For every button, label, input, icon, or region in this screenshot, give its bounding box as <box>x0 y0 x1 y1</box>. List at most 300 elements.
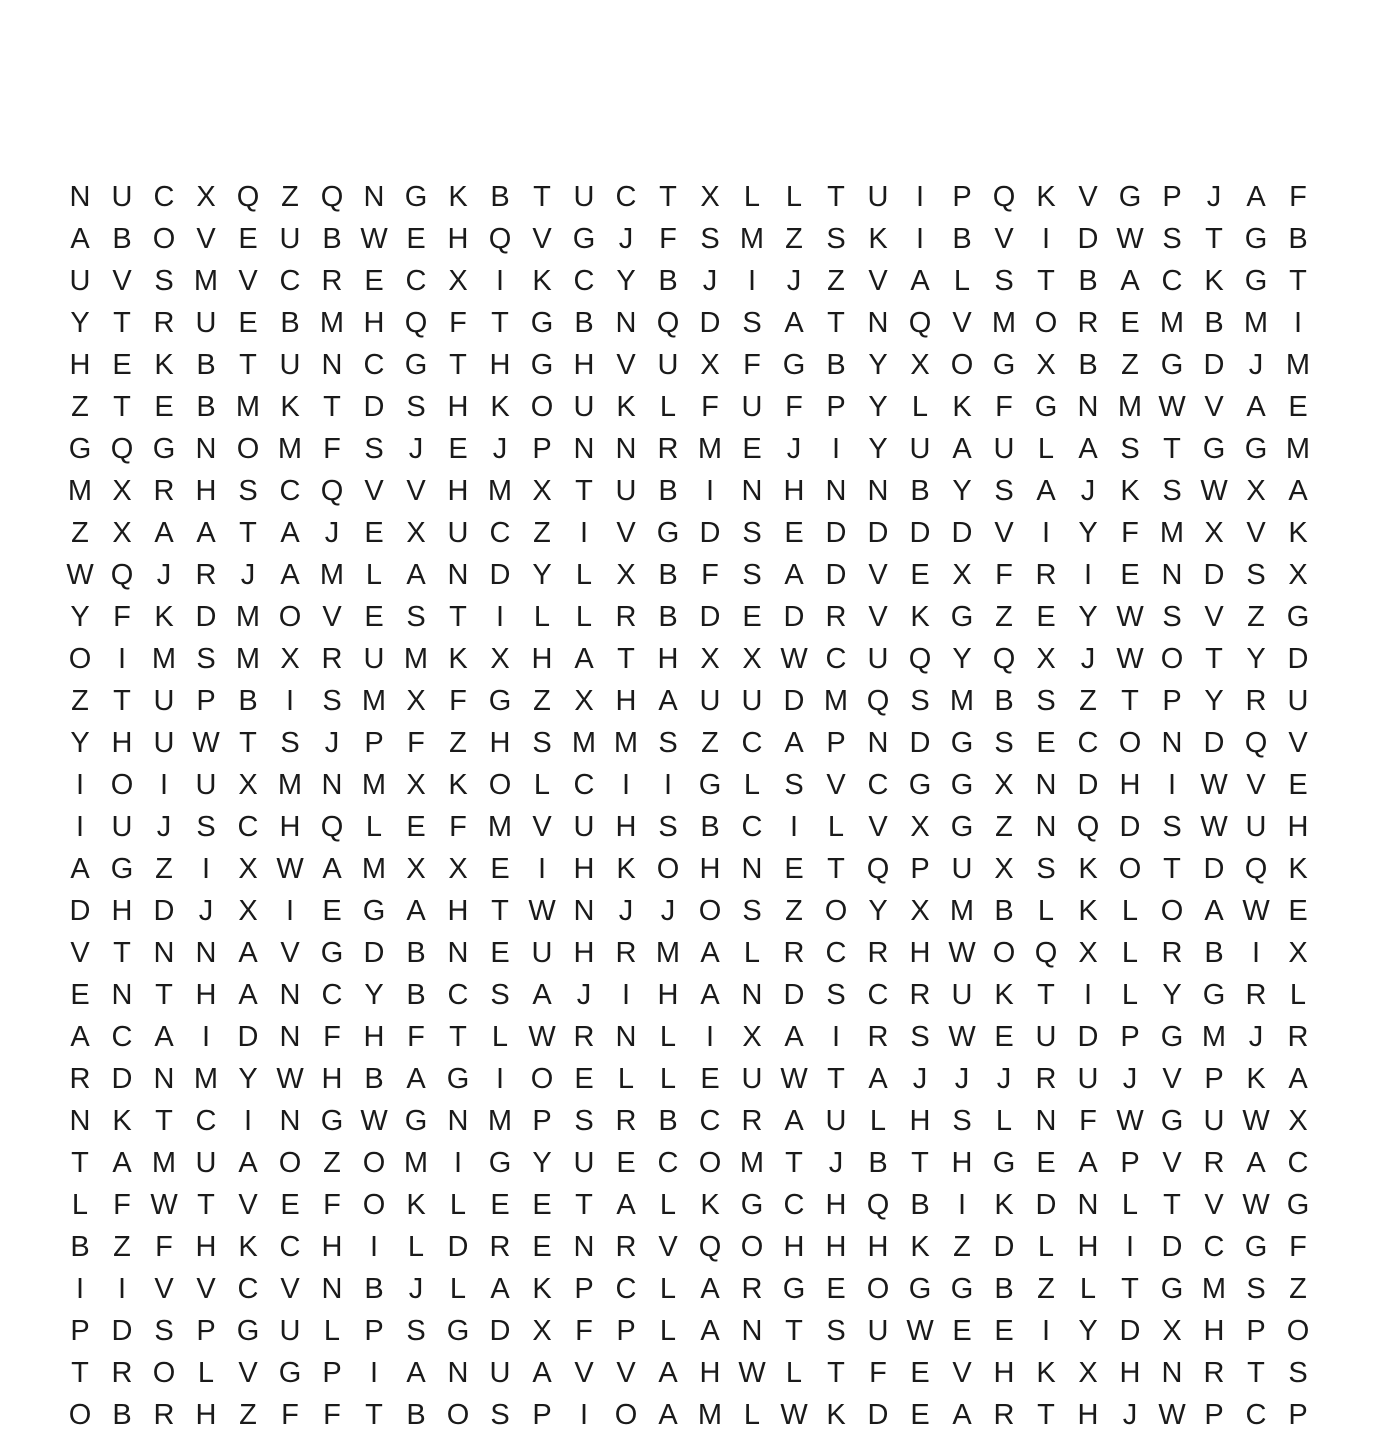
letter-cell[interactable]: X <box>280 642 300 675</box>
letter-cell[interactable]: A <box>406 1062 426 1095</box>
letter-cell[interactable]: Y <box>868 390 888 423</box>
letter-cell[interactable]: S <box>700 222 720 255</box>
letter-cell[interactable]: D <box>447 1230 469 1263</box>
letter-cell[interactable]: K <box>238 1230 258 1263</box>
letter-cell[interactable]: K <box>1288 852 1308 885</box>
letter-cell[interactable]: U <box>363 642 385 675</box>
letter-cell[interactable]: M <box>151 1146 177 1179</box>
letter-cell[interactable]: U <box>867 1314 889 1347</box>
letter-cell[interactable]: B <box>574 306 594 339</box>
letter-cell[interactable]: O <box>530 1062 554 1095</box>
letter-cell[interactable]: A <box>196 516 216 549</box>
letter-cell[interactable]: E <box>1036 600 1056 633</box>
letter-cell[interactable]: T <box>1121 1272 1139 1305</box>
letter-cell[interactable]: B <box>322 222 342 255</box>
letter-cell[interactable]: E <box>1288 768 1308 801</box>
letter-cell[interactable]: H <box>279 810 301 843</box>
letter-cell[interactable]: Q <box>110 432 134 465</box>
letter-cell[interactable]: N <box>1161 1356 1183 1389</box>
letter-cell[interactable]: W <box>150 1188 178 1221</box>
letter-cell[interactable]: H <box>195 1230 217 1263</box>
letter-cell[interactable]: O <box>866 1272 890 1305</box>
letter-cell[interactable]: A <box>1288 1062 1308 1095</box>
letter-cell[interactable]: I <box>285 684 295 717</box>
letter-cell[interactable]: T <box>827 852 845 885</box>
letter-cell[interactable]: K <box>616 852 636 885</box>
letter-cell[interactable]: E <box>910 1398 930 1431</box>
letter-cell[interactable]: X <box>910 894 930 927</box>
letter-cell[interactable]: Q <box>110 558 134 591</box>
letter-cell[interactable]: T <box>575 474 593 507</box>
letter-cell[interactable]: W <box>1116 222 1144 255</box>
letter-cell[interactable]: U <box>153 684 175 717</box>
letter-cell[interactable]: L <box>71 1188 89 1221</box>
letter-cell[interactable]: F <box>323 1020 341 1053</box>
letter-cell[interactable]: T <box>239 516 257 549</box>
letter-cell[interactable]: W <box>906 1314 934 1347</box>
letter-cell[interactable]: O <box>110 768 134 801</box>
letter-cell[interactable]: U <box>951 978 973 1011</box>
letter-cell[interactable]: X <box>994 852 1014 885</box>
letter-cell[interactable]: T <box>239 726 257 759</box>
letter-cell[interactable]: W <box>360 222 388 255</box>
letter-cell[interactable]: G <box>404 1104 428 1137</box>
letter-cell[interactable]: S <box>154 1314 174 1347</box>
letter-cell[interactable]: W <box>1158 390 1186 423</box>
letter-cell[interactable]: B <box>658 474 678 507</box>
letter-cell[interactable]: A <box>868 1062 888 1095</box>
letter-cell[interactable]: I <box>1293 306 1303 339</box>
letter-cell[interactable]: C <box>489 516 511 549</box>
letter-cell[interactable]: S <box>1036 852 1056 885</box>
letter-cell[interactable]: U <box>573 390 595 423</box>
letter-cell[interactable]: N <box>195 432 217 465</box>
letter-cell[interactable]: G <box>320 936 344 969</box>
letter-cell[interactable]: I <box>663 768 673 801</box>
letter-cell[interactable]: H <box>1077 1230 1099 1263</box>
letter-cell[interactable]: I <box>243 1104 253 1137</box>
letter-cell[interactable]: Z <box>323 1146 341 1179</box>
letter-cell[interactable]: C <box>741 810 763 843</box>
letter-cell[interactable]: K <box>406 1188 426 1221</box>
letter-cell[interactable]: K <box>1204 264 1224 297</box>
letter-cell[interactable]: J <box>576 978 592 1011</box>
letter-cell[interactable]: M <box>1243 306 1269 339</box>
letter-cell[interactable]: J <box>324 726 340 759</box>
letter-cell[interactable]: P <box>574 1272 594 1305</box>
letter-cell[interactable]: V <box>1204 1188 1224 1221</box>
letter-cell[interactable]: I <box>75 810 85 843</box>
letter-cell[interactable]: D <box>1035 1188 1057 1221</box>
letter-cell[interactable]: O <box>152 222 176 255</box>
letter-cell[interactable]: N <box>741 852 763 885</box>
letter-cell[interactable]: X <box>196 180 216 213</box>
letter-cell[interactable]: W <box>780 642 808 675</box>
letter-cell[interactable]: Z <box>281 180 299 213</box>
letter-cell[interactable]: K <box>1078 894 1098 927</box>
letter-cell[interactable]: V <box>196 222 216 255</box>
letter-cell[interactable]: H <box>447 894 469 927</box>
letter-cell[interactable]: Q <box>992 642 1016 675</box>
letter-cell[interactable]: B <box>112 1398 132 1431</box>
letter-cell[interactable]: R <box>1245 684 1267 717</box>
letter-cell[interactable]: G <box>740 1188 764 1221</box>
letter-cell[interactable]: M <box>487 474 513 507</box>
letter-cell[interactable]: V <box>1288 726 1308 759</box>
letter-cell[interactable]: H <box>111 726 133 759</box>
letter-cell[interactable]: O <box>656 852 680 885</box>
letter-cell[interactable]: G <box>1244 1230 1268 1263</box>
letter-cell[interactable]: S <box>742 516 762 549</box>
letter-cell[interactable]: S <box>994 474 1014 507</box>
letter-cell[interactable]: J <box>1248 348 1264 381</box>
letter-cell[interactable]: R <box>489 1230 511 1263</box>
letter-cell[interactable]: I <box>831 1020 841 1053</box>
letter-cell[interactable]: B <box>1204 936 1224 969</box>
letter-cell[interactable]: T <box>491 894 509 927</box>
letter-cell[interactable]: T <box>1205 222 1223 255</box>
letter-cell[interactable]: S <box>826 978 846 1011</box>
letter-cell[interactable]: L <box>365 810 383 843</box>
letter-cell[interactable]: G <box>950 600 974 633</box>
letter-cell[interactable]: N <box>195 936 217 969</box>
letter-cell[interactable]: D <box>1203 348 1225 381</box>
letter-cell[interactable]: T <box>1037 1398 1055 1431</box>
letter-cell[interactable]: M <box>235 390 261 423</box>
letter-cell[interactable]: I <box>1041 222 1051 255</box>
letter-cell[interactable]: B <box>196 390 216 423</box>
letter-cell[interactable]: X <box>616 558 636 591</box>
letter-cell[interactable]: F <box>1289 180 1307 213</box>
letter-cell[interactable]: H <box>615 810 637 843</box>
letter-cell[interactable]: I <box>495 600 505 633</box>
letter-cell[interactable]: V <box>238 1356 258 1389</box>
letter-cell[interactable]: R <box>741 1104 763 1137</box>
letter-cell[interactable]: Y <box>1204 684 1224 717</box>
letter-cell[interactable]: F <box>113 600 131 633</box>
letter-cell[interactable]: G <box>278 1356 302 1389</box>
letter-cell[interactable]: O <box>362 1188 386 1221</box>
letter-cell[interactable]: Z <box>995 810 1013 843</box>
letter-cell[interactable]: S <box>1120 432 1140 465</box>
letter-cell[interactable]: K <box>532 264 552 297</box>
letter-cell[interactable]: E <box>490 936 510 969</box>
letter-cell[interactable]: M <box>319 306 345 339</box>
letter-cell[interactable]: M <box>361 852 387 885</box>
letter-cell[interactable]: N <box>741 978 763 1011</box>
letter-cell[interactable]: Y <box>364 978 384 1011</box>
letter-cell[interactable]: G <box>488 684 512 717</box>
letter-cell[interactable]: Q <box>992 180 1016 213</box>
letter-cell[interactable]: C <box>741 726 763 759</box>
letter-cell[interactable]: C <box>1245 1398 1267 1431</box>
letter-cell[interactable]: A <box>280 516 300 549</box>
letter-cell[interactable]: U <box>195 768 217 801</box>
letter-cell[interactable]: S <box>1162 810 1182 843</box>
letter-cell[interactable]: J <box>786 432 802 465</box>
letter-cell[interactable]: J <box>1122 1062 1138 1095</box>
letter-cell[interactable]: L <box>533 768 551 801</box>
letter-cell[interactable]: Z <box>533 684 551 717</box>
letter-cell[interactable]: E <box>364 600 384 633</box>
letter-cell[interactable]: V <box>952 306 972 339</box>
letter-cell[interactable]: J <box>156 810 172 843</box>
letter-cell[interactable]: O <box>278 600 302 633</box>
letter-cell[interactable]: E <box>238 306 258 339</box>
letter-cell[interactable]: J <box>618 222 634 255</box>
letter-cell[interactable]: H <box>573 852 595 885</box>
letter-cell[interactable]: S <box>322 684 342 717</box>
letter-cell[interactable]: P <box>322 1356 342 1389</box>
letter-cell[interactable]: P <box>532 432 552 465</box>
letter-cell[interactable]: Z <box>71 684 89 717</box>
letter-cell[interactable]: Q <box>1244 852 1268 885</box>
letter-cell[interactable]: B <box>490 180 510 213</box>
letter-cell[interactable]: S <box>154 264 174 297</box>
letter-cell[interactable]: C <box>867 978 889 1011</box>
letter-cell[interactable]: A <box>658 684 678 717</box>
letter-cell[interactable]: K <box>1120 474 1140 507</box>
letter-cell[interactable]: L <box>491 1020 509 1053</box>
letter-cell[interactable]: V <box>1246 768 1266 801</box>
letter-cell[interactable]: E <box>238 222 258 255</box>
letter-cell[interactable]: S <box>196 642 216 675</box>
letter-cell[interactable]: J <box>240 558 256 591</box>
letter-cell[interactable]: V <box>616 1356 636 1389</box>
letter-cell[interactable]: S <box>1162 600 1182 633</box>
letter-cell[interactable]: U <box>1245 810 1267 843</box>
letter-cell[interactable]: M <box>277 432 303 465</box>
letter-cell[interactable]: X <box>406 516 426 549</box>
letter-cell[interactable]: A <box>532 1356 552 1389</box>
letter-cell[interactable]: V <box>406 474 426 507</box>
letter-cell[interactable]: X <box>700 180 720 213</box>
letter-cell[interactable]: R <box>153 1398 175 1431</box>
letter-cell[interactable]: S <box>742 558 762 591</box>
letter-cell[interactable]: Q <box>320 180 344 213</box>
letter-cell[interactable]: T <box>71 1146 89 1179</box>
letter-cell[interactable]: L <box>659 390 677 423</box>
letter-cell[interactable]: B <box>1078 264 1098 297</box>
letter-cell[interactable]: W <box>780 1062 808 1095</box>
letter-cell[interactable]: K <box>112 1104 132 1137</box>
letter-cell[interactable]: Z <box>1079 684 1097 717</box>
letter-cell[interactable]: R <box>1035 558 1057 591</box>
letter-cell[interactable]: X <box>1246 474 1266 507</box>
letter-cell[interactable]: U <box>1287 684 1309 717</box>
letter-cell[interactable]: U <box>741 684 763 717</box>
letter-cell[interactable]: S <box>238 474 258 507</box>
letter-cell[interactable]: D <box>1119 1314 1141 1347</box>
letter-cell[interactable]: H <box>489 348 511 381</box>
letter-cell[interactable]: H <box>573 936 595 969</box>
letter-cell[interactable]: K <box>1078 852 1098 885</box>
letter-cell[interactable]: Z <box>785 222 803 255</box>
letter-cell[interactable]: V <box>238 264 258 297</box>
letter-cell[interactable]: M <box>949 684 975 717</box>
letter-cell[interactable]: D <box>69 894 91 927</box>
letter-cell[interactable]: V <box>322 600 342 633</box>
letter-cell[interactable]: A <box>784 726 804 759</box>
letter-cell[interactable]: M <box>1285 432 1311 465</box>
letter-cell[interactable]: P <box>1162 684 1182 717</box>
letter-cell[interactable]: M <box>1117 390 1143 423</box>
letter-cell[interactable]: U <box>1203 1104 1225 1137</box>
letter-cell[interactable]: Q <box>488 222 512 255</box>
letter-cell[interactable]: V <box>994 222 1014 255</box>
letter-cell[interactable]: P <box>1288 1398 1308 1431</box>
letter-cell[interactable]: A <box>658 1356 678 1389</box>
letter-cell[interactable]: X <box>1288 1104 1308 1137</box>
letter-cell[interactable]: N <box>825 474 847 507</box>
letter-cell[interactable]: A <box>784 558 804 591</box>
letter-cell[interactable]: F <box>113 1188 131 1221</box>
letter-cell[interactable]: H <box>1287 810 1309 843</box>
letter-cell[interactable]: M <box>1159 516 1185 549</box>
letter-cell[interactable]: E <box>700 1062 720 1095</box>
letter-cell[interactable]: I <box>75 1272 85 1305</box>
letter-cell[interactable]: T <box>113 306 131 339</box>
letter-cell[interactable]: H <box>1119 768 1141 801</box>
letter-cell[interactable]: A <box>112 1146 132 1179</box>
letter-cell[interactable]: L <box>785 180 803 213</box>
letter-cell[interactable]: A <box>784 1020 804 1053</box>
letter-cell[interactable]: A <box>238 978 258 1011</box>
letter-cell[interactable]: C <box>195 1104 217 1137</box>
letter-cell[interactable]: Z <box>113 1230 131 1263</box>
letter-cell[interactable]: S <box>742 306 762 339</box>
letter-cell[interactable]: J <box>828 1146 844 1179</box>
letter-cell[interactable]: P <box>1120 1146 1140 1179</box>
letter-cell[interactable]: Y <box>532 1146 552 1179</box>
letter-cell[interactable]: C <box>1203 1230 1225 1263</box>
letter-cell[interactable]: L <box>1289 978 1307 1011</box>
letter-cell[interactable]: V <box>280 1272 300 1305</box>
letter-cell[interactable]: G <box>992 1146 1016 1179</box>
letter-cell[interactable]: S <box>1246 558 1266 591</box>
letter-cell[interactable]: A <box>1246 180 1266 213</box>
letter-cell[interactable]: F <box>701 558 719 591</box>
letter-cell[interactable]: U <box>657 348 679 381</box>
letter-cell[interactable]: W <box>1116 642 1144 675</box>
letter-cell[interactable]: V <box>1246 516 1266 549</box>
letter-cell[interactable]: Z <box>449 726 467 759</box>
letter-cell[interactable]: E <box>952 1314 972 1347</box>
letter-cell[interactable]: P <box>1204 1398 1224 1431</box>
letter-cell[interactable]: Y <box>1078 600 1098 633</box>
letter-cell[interactable]: C <box>657 1146 679 1179</box>
letter-cell[interactable]: C <box>447 978 469 1011</box>
letter-cell[interactable]: U <box>993 432 1015 465</box>
letter-cell[interactable]: Z <box>533 516 551 549</box>
letter-cell[interactable]: S <box>406 600 426 633</box>
letter-cell[interactable]: L <box>659 1272 677 1305</box>
letter-cell[interactable]: O <box>68 642 92 675</box>
letter-cell[interactable]: P <box>826 726 846 759</box>
letter-cell[interactable]: T <box>113 936 131 969</box>
letter-cell[interactable]: A <box>1078 1146 1098 1179</box>
letter-cell[interactable]: G <box>1202 432 1226 465</box>
letter-cell[interactable]: L <box>659 1020 677 1053</box>
letter-cell[interactable]: M <box>193 264 219 297</box>
letter-cell[interactable]: B <box>658 1104 678 1137</box>
letter-cell[interactable]: R <box>1245 978 1267 1011</box>
letter-cell[interactable]: S <box>1162 222 1182 255</box>
letter-cell[interactable]: R <box>1161 936 1183 969</box>
letter-cell[interactable]: Z <box>71 390 89 423</box>
letter-cell[interactable]: U <box>867 180 889 213</box>
letter-cell[interactable]: S <box>406 1314 426 1347</box>
letter-cell[interactable]: G <box>950 810 974 843</box>
letter-cell[interactable]: Z <box>1037 1272 1055 1305</box>
letter-cell[interactable]: S <box>280 726 300 759</box>
letter-cell[interactable]: U <box>951 852 973 885</box>
letter-cell[interactable]: W <box>1116 1104 1144 1137</box>
letter-cell[interactable]: L <box>743 768 761 801</box>
letter-cell[interactable]: R <box>111 1356 133 1389</box>
letter-cell[interactable]: T <box>785 1314 803 1347</box>
letter-cell[interactable]: R <box>615 936 637 969</box>
letter-cell[interactable]: A <box>322 852 342 885</box>
letter-cell[interactable]: X <box>910 348 930 381</box>
letter-cell[interactable]: C <box>405 264 427 297</box>
letter-cell[interactable]: T <box>1205 642 1223 675</box>
letter-cell[interactable]: H <box>657 642 679 675</box>
letter-cell[interactable]: Y <box>868 894 888 927</box>
letter-cell[interactable]: N <box>573 894 595 927</box>
letter-cell[interactable]: N <box>615 432 637 465</box>
letter-cell[interactable]: T <box>113 390 131 423</box>
letter-cell[interactable]: O <box>152 1356 176 1389</box>
letter-cell[interactable]: L <box>659 1062 677 1095</box>
letter-cell[interactable]: G <box>908 768 932 801</box>
letter-cell[interactable]: E <box>280 1188 300 1221</box>
letter-cell[interactable]: G <box>1244 264 1268 297</box>
letter-cell[interactable]: P <box>364 726 384 759</box>
letter-cell[interactable]: V <box>1162 1146 1182 1179</box>
letter-cell[interactable]: C <box>1287 1146 1309 1179</box>
letter-cell[interactable]: F <box>995 390 1013 423</box>
letter-cell[interactable]: E <box>994 1314 1014 1347</box>
letter-cell[interactable]: R <box>1077 306 1099 339</box>
letter-cell[interactable]: Q <box>698 1230 722 1263</box>
letter-cell[interactable]: F <box>785 390 803 423</box>
letter-cell[interactable]: U <box>447 516 469 549</box>
letter-cell[interactable]: N <box>1035 1104 1057 1137</box>
letter-cell[interactable]: U <box>195 1146 217 1179</box>
letter-cell[interactable]: D <box>993 1230 1015 1263</box>
letter-cell[interactable]: P <box>196 684 216 717</box>
letter-cell[interactable]: E <box>1120 306 1140 339</box>
letter-cell[interactable]: T <box>911 1146 929 1179</box>
letter-cell[interactable]: I <box>705 1020 715 1053</box>
letter-cell[interactable]: D <box>867 1398 889 1431</box>
letter-cell[interactable]: N <box>867 306 889 339</box>
letter-cell[interactable]: I <box>705 474 715 507</box>
letter-cell[interactable]: V <box>826 768 846 801</box>
letter-cell[interactable]: X <box>700 348 720 381</box>
letter-cell[interactable]: R <box>1203 1146 1225 1179</box>
letter-cell[interactable]: I <box>201 1020 211 1053</box>
letter-cell[interactable]: W <box>1200 768 1228 801</box>
letter-cell[interactable]: M <box>823 684 849 717</box>
letter-cell[interactable]: I <box>1083 978 1093 1011</box>
letter-cell[interactable]: V <box>658 1230 678 1263</box>
letter-cell[interactable]: P <box>1246 1314 1266 1347</box>
letter-cell[interactable]: W <box>66 558 94 591</box>
letter-cell[interactable]: W <box>528 1020 556 1053</box>
letter-cell[interactable]: G <box>446 1062 470 1095</box>
